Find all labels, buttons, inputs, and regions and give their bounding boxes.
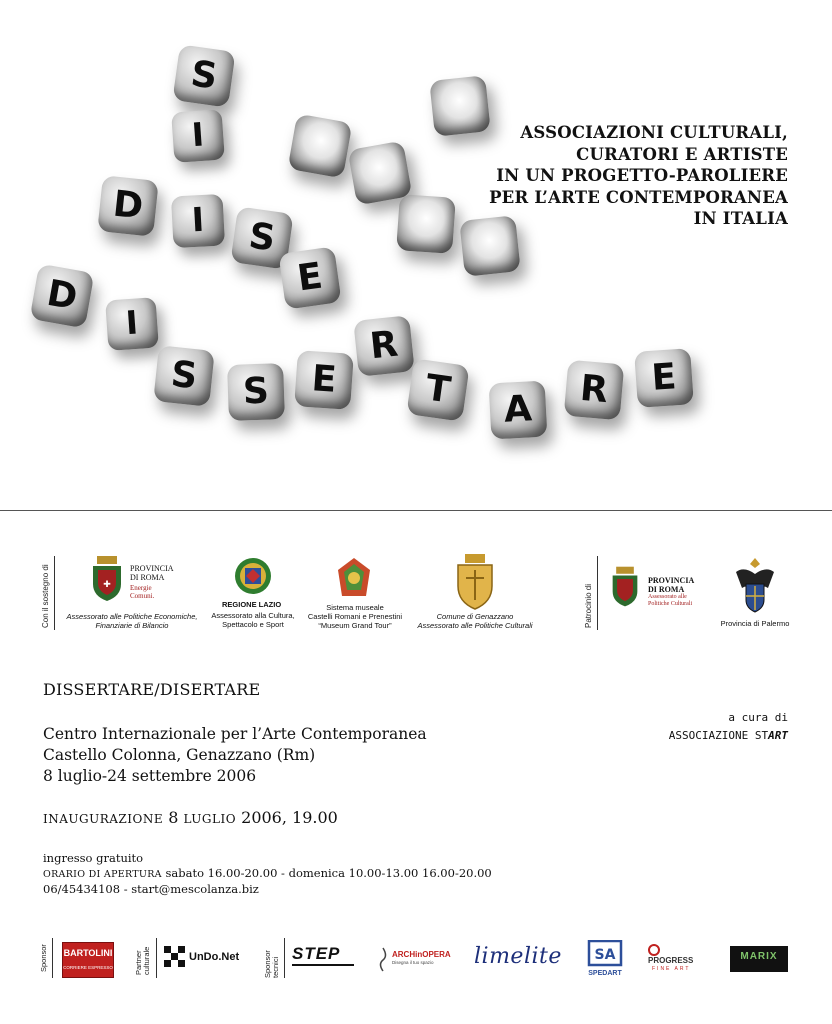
- provincia-palermo-logo: [732, 554, 778, 614]
- tecnici-label: Sponsor tecnici: [263, 950, 280, 978]
- patronage-provincia-roma-logo: [610, 566, 720, 614]
- curated-by-label: a cura di: [728, 711, 788, 724]
- divider-vertical: [284, 938, 285, 978]
- provincia-roma-crest-icon: [610, 566, 640, 608]
- divider-vertical: [597, 556, 598, 630]
- sponsor-label: Sponsor: [39, 944, 48, 972]
- step-name: STEP: [292, 944, 341, 963]
- inauguration-month: LUGLIO: [183, 812, 237, 826]
- comune-genazzano-crest-icon: [454, 554, 496, 610]
- svg-text:✚: ✚: [103, 580, 111, 590]
- archinopera-name: ARCHinOPERA: [392, 950, 451, 959]
- provincia-roma-sub: Energie Comuni.: [130, 584, 155, 600]
- letter-block: R: [564, 360, 625, 421]
- event-title: DISSERTARE/DISERTARE: [43, 680, 261, 699]
- limelite-logo: limelite: [474, 944, 562, 969]
- inauguration: [43, 808, 338, 827]
- headline-line: CURATORI E ARTISTE: [576, 144, 788, 164]
- letter-block: S: [227, 363, 285, 421]
- provincia-roma-logo: [90, 556, 200, 608]
- bartolini-name: BARTOLINI: [63, 948, 113, 958]
- venue-line: Castello Colonna, Genazzano (Rm): [43, 746, 316, 764]
- letter-block: S: [172, 44, 235, 107]
- inauguration-label: INAUGURAZIONE: [43, 812, 164, 826]
- letter-block: E: [634, 348, 694, 408]
- letter-block: A: [489, 381, 548, 440]
- headline-line: IN UN PROGETTO-PAROLIERE: [496, 166, 788, 185]
- venue-line: 8 luglio-24 settembre 2006: [43, 767, 257, 785]
- support-label: Con il sostegno di: [41, 564, 50, 628]
- contact-text: 06/45434108 - start@mescolanza.biz: [43, 882, 259, 896]
- bartolini-sub: CORRIERE ESPRESSO: [63, 965, 113, 970]
- letter-block: E: [278, 246, 341, 309]
- letter-block: R: [353, 315, 415, 377]
- regione-lazio-logo: [233, 556, 273, 596]
- regione-lazio-emblem-icon: [233, 556, 273, 596]
- letter-block: T: [406, 358, 469, 421]
- eagle-crest-icon: [732, 554, 778, 614]
- progress-logo: [648, 944, 708, 974]
- step-underline: [292, 964, 354, 966]
- progress-sub: FINE ART: [652, 966, 691, 972]
- letter-block: D: [30, 264, 95, 329]
- divider-vertical: [52, 938, 53, 978]
- marix-name: MARIX: [740, 951, 778, 962]
- divider: [0, 510, 832, 511]
- step-logo: [292, 944, 354, 964]
- spedart-emblem-icon: [583, 940, 627, 968]
- blank-block: [288, 114, 353, 179]
- patronage-label: Patrocinio di: [584, 583, 593, 628]
- checker-icon: [164, 946, 186, 968]
- divider-vertical: [54, 556, 55, 630]
- visitor-info: [43, 851, 492, 897]
- spedart-logo: [583, 940, 627, 980]
- letter-block: S: [230, 206, 293, 269]
- divider-vertical: [156, 938, 157, 978]
- progress-mark-icon: [648, 944, 660, 956]
- curator-name: ASSOCIAZIONE START: [668, 729, 788, 742]
- svg-text:SA: SA: [594, 947, 616, 963]
- inauguration-time: 2006, 19.00: [241, 808, 338, 827]
- figure-icon: [376, 946, 390, 972]
- provincia-roma-name: PROVINCIA DI ROMA: [130, 564, 174, 582]
- headline-line: IN ITALIA: [693, 209, 788, 228]
- venue-block: [43, 724, 427, 787]
- partner-label: Partner culturale: [134, 946, 151, 975]
- bartolini-logo: [62, 942, 114, 978]
- spedart-name: SPEDART: [588, 970, 622, 977]
- comune-genazzano-caption: Comune di Genazzano Assessorato alle Politiche Culturali: [417, 612, 533, 630]
- provincia-roma-caption: Assessorato alle Politiche Economiche, Finanziarie di Bilancio: [66, 612, 198, 630]
- provincia-palermo-caption: Provincia di Palermo: [720, 619, 790, 628]
- opening-hours: ORARIO DI APERTURA sabato 16.00-20.00 - domenica 10.00-13.00 16.00-20.00: [43, 865, 492, 880]
- marix-logo: [730, 946, 788, 972]
- entry-text: ingresso gratuito: [43, 851, 144, 865]
- undo-name: UnDo.Net: [189, 951, 240, 963]
- provincia-roma-crest-icon: [90, 556, 124, 602]
- letter-block: S: [153, 345, 215, 407]
- sistema-museale-emblem-icon: [334, 556, 374, 600]
- letter-block: I: [105, 297, 159, 351]
- sistema-museale-caption: Sistema museale Castelli Romani e Prenestini “Museum Grand Tour”: [307, 603, 403, 630]
- regione-lazio-name: REGIONE LAZIO: [222, 600, 282, 609]
- letter-block: I: [171, 109, 225, 163]
- curated-by: [669, 709, 788, 745]
- letter-block: E: [294, 350, 354, 410]
- headline: [458, 122, 788, 230]
- progress-name: PROGRESS: [648, 956, 694, 965]
- inauguration-day: 8: [168, 808, 179, 827]
- archinopera-sub: Disegna il tuo spazio: [392, 960, 434, 965]
- regione-lazio-caption: Assessorato alla Cultura, Spettacolo e Sport: [211, 611, 295, 629]
- comune-genazzano-logo: [454, 554, 496, 610]
- letter-block: D: [97, 175, 159, 237]
- sistema-museale-logo: [334, 556, 374, 600]
- blank-block: [396, 194, 456, 254]
- patronage-provincia-roma-name: PROVINCIA DI ROMA: [648, 576, 695, 594]
- archinopera-logo: [376, 946, 460, 972]
- artwork-letter-blocks: [0, 0, 832, 505]
- letter-block: I: [171, 194, 225, 248]
- headline-line: ASSOCIAZIONI CULTURALI,: [520, 123, 788, 142]
- blank-block: [348, 141, 413, 206]
- venue-line: Centro Internazionale per l’Arte Contemporanea: [43, 725, 427, 743]
- patronage-provincia-roma-sub: Assessorato alle Politiche Culturali: [648, 594, 693, 607]
- headline-line: PER L’ARTE CONTEMPORANEA: [489, 187, 788, 207]
